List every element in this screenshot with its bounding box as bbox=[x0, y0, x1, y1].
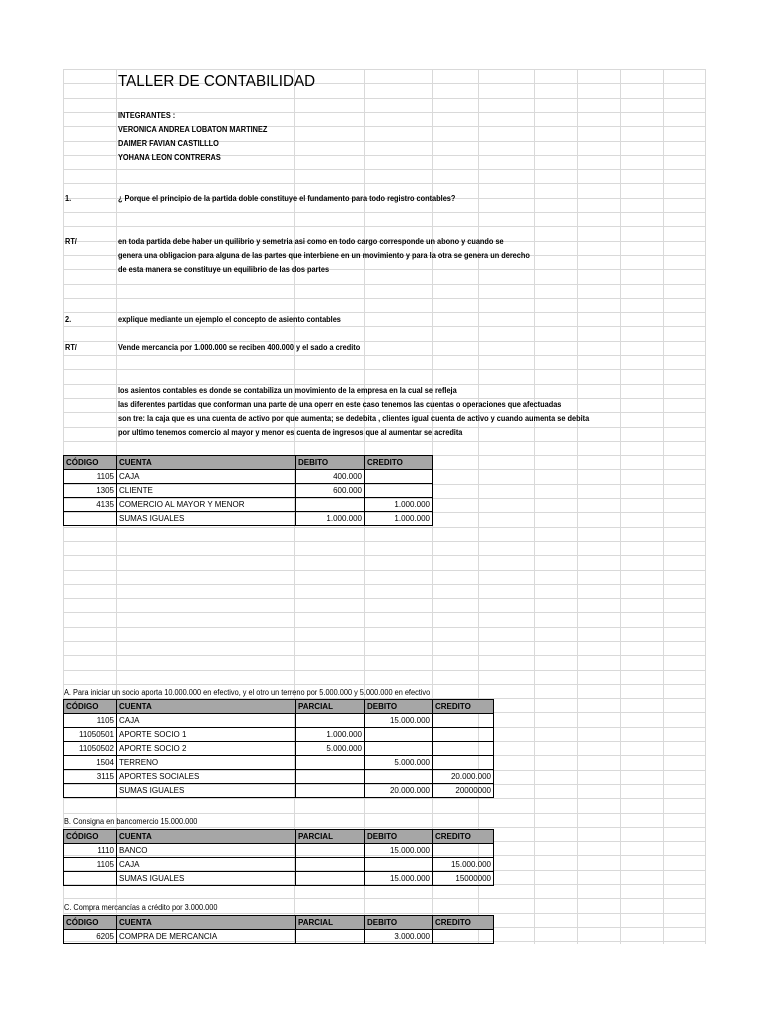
grid-row-line bbox=[63, 183, 705, 184]
header-cell: CÓDIGO bbox=[64, 830, 117, 844]
credit-cell: 15.000.000 bbox=[433, 858, 494, 872]
partial-cell bbox=[296, 872, 365, 886]
debit-cell bbox=[365, 742, 433, 756]
header-cell: CREDITO bbox=[433, 700, 494, 714]
member-name: YOHANA LEON CONTRERAS bbox=[118, 153, 221, 162]
debit-cell: 5.000.000 bbox=[365, 756, 433, 770]
code-cell: 1105 bbox=[64, 858, 117, 872]
answer-label: RT/ bbox=[65, 343, 77, 352]
grid-row-line bbox=[63, 341, 705, 342]
table-row bbox=[64, 858, 494, 872]
table-row bbox=[64, 484, 433, 498]
grid-row-line bbox=[63, 326, 705, 327]
header-cell: CUENTA bbox=[117, 830, 296, 844]
account-cell: COMPRA DE MERCANCIA bbox=[117, 930, 296, 944]
journal-entry-table bbox=[63, 455, 433, 526]
header-cell: CÓDIGO bbox=[64, 916, 117, 930]
debit-cell: 600.000 bbox=[296, 484, 365, 498]
account-cell: SUMAS IGUALES bbox=[117, 512, 296, 526]
code-cell: 1305 bbox=[64, 484, 117, 498]
table-row bbox=[64, 770, 494, 784]
header-cell: DEBITO bbox=[296, 456, 365, 470]
section-caption: A. Para iniciar un socio aporta 10.000.000 en efectivo, y el otro un terreno por 5.000.000 y 5.000.000 en efectivo bbox=[64, 688, 431, 697]
debit-cell bbox=[365, 728, 433, 742]
question-text: explique mediante un ejemplo el concepto de asiento contables bbox=[118, 315, 341, 324]
partial-cell: 5.000.000 bbox=[296, 742, 365, 756]
grid-row-line bbox=[63, 913, 705, 914]
account-cell: CAJA bbox=[117, 858, 296, 872]
code-cell: 1504 bbox=[64, 756, 117, 770]
debit-cell bbox=[365, 770, 433, 784]
grid-row-line bbox=[63, 69, 705, 70]
grid-row-line bbox=[63, 98, 705, 99]
code-cell: 1110 bbox=[64, 844, 117, 858]
header-cell: PARCIAL bbox=[296, 916, 365, 930]
code-cell: 6205 bbox=[64, 930, 117, 944]
debit-cell: 1.000.000 bbox=[296, 512, 365, 526]
table-row bbox=[64, 872, 494, 886]
account-cell: SUMAS IGUALES bbox=[117, 872, 296, 886]
account-cell: SUMAS IGUALES bbox=[117, 784, 296, 798]
table-row bbox=[64, 930, 494, 944]
table-row bbox=[64, 844, 494, 858]
table-row bbox=[64, 498, 433, 512]
grid-row-line bbox=[63, 412, 705, 413]
account-cell: APORTES SOCIALES bbox=[117, 770, 296, 784]
code-cell: 11050502 bbox=[64, 742, 117, 756]
grid-row-line bbox=[63, 584, 705, 585]
header-cell: CREDITO bbox=[433, 916, 494, 930]
grid-row-line bbox=[63, 898, 705, 899]
partial-cell: 1.000.000 bbox=[296, 728, 365, 742]
code-cell: 1105 bbox=[64, 714, 117, 728]
code-cell bbox=[64, 784, 117, 798]
table-row bbox=[64, 470, 433, 484]
credit-cell bbox=[433, 728, 494, 742]
account-cell: COMERCIO AL MAYOR Y MENOR bbox=[117, 498, 296, 512]
credit-cell bbox=[433, 844, 494, 858]
debit-cell bbox=[365, 858, 433, 872]
header-cell: PARCIAL bbox=[296, 830, 365, 844]
header-cell: DEBITO bbox=[365, 700, 433, 714]
header-cell: CÓDIGO bbox=[64, 700, 117, 714]
explanation-line: son tre: la caja que es una cuenta de activo por que aumenta; se dedebita , clientes igual cuenta de activo y cuando aumenta se debita bbox=[118, 414, 590, 423]
header-cell: DEBITO bbox=[365, 830, 433, 844]
grid-row-line bbox=[63, 541, 705, 542]
header-cell: CREDITO bbox=[365, 456, 433, 470]
debit-cell: 3.000.000 bbox=[365, 930, 433, 944]
credit-cell: 15000000 bbox=[433, 872, 494, 886]
debit-cell: 15.000.000 bbox=[365, 714, 433, 728]
partial-cell bbox=[296, 858, 365, 872]
grid-row-line bbox=[63, 555, 705, 556]
grid-row-line bbox=[63, 827, 705, 828]
debit-cell bbox=[296, 498, 365, 512]
account-cell: CAJA bbox=[117, 470, 296, 484]
grid-row-line bbox=[63, 641, 705, 642]
section-caption: B. Consigna en bancomercio 15.000.000 bbox=[64, 817, 198, 826]
table-header-row bbox=[64, 916, 494, 930]
grid-row-line bbox=[63, 612, 705, 613]
table-header-row bbox=[64, 700, 494, 714]
grid-row-line bbox=[63, 284, 705, 285]
debit-cell: 15.000.000 bbox=[365, 872, 433, 886]
answer-text: Vende mercancia por 1.000.000 se reciben 400.000 y el sado a credito bbox=[118, 343, 361, 352]
explanation-line: por ultimo tenemos comercio al mayor y menor es cuenta de ingresos que al aumentar se acredita bbox=[118, 428, 463, 437]
section-caption: C. Compra mercancías a crédito por 3.000.000 bbox=[64, 903, 218, 912]
answer-line: genera una obligacion para alguna de las partes que interbiene en un movimiento y para la otra se genera un derecho bbox=[118, 251, 530, 260]
grid-row-line bbox=[63, 570, 705, 571]
code-cell bbox=[64, 872, 117, 886]
table-header-row bbox=[64, 456, 433, 470]
credit-cell: 1.000.000 bbox=[365, 498, 433, 512]
table-row bbox=[64, 728, 494, 742]
credit-cell: 1.000.000 bbox=[365, 512, 433, 526]
answer-line: de esta manera se constituye un equilibrio de las dos partes bbox=[118, 265, 330, 274]
code-cell: 3115 bbox=[64, 770, 117, 784]
grid-column-line bbox=[705, 69, 706, 944]
grid-row-line bbox=[63, 384, 705, 385]
table-row bbox=[64, 756, 494, 770]
answer-label: RT/ bbox=[65, 237, 77, 246]
partial-cell bbox=[296, 770, 365, 784]
grid-row-line bbox=[63, 598, 705, 599]
debit-cell: 15.000.000 bbox=[365, 844, 433, 858]
account-cell: APORTE SOCIO 1 bbox=[117, 728, 296, 742]
question-text: ¿ Porque el principio de la partida doble constituye el fundamento para todo registro contables? bbox=[118, 194, 456, 203]
partial-cell bbox=[296, 784, 365, 798]
header-cell: CUENTA bbox=[117, 916, 296, 930]
code-cell: 11050501 bbox=[64, 728, 117, 742]
member-name: VERONICA ANDREA LOBATON MARTINEZ bbox=[118, 125, 268, 134]
grid-row-line bbox=[63, 527, 705, 528]
credit-cell: 20000000 bbox=[433, 784, 494, 798]
grid-row-line bbox=[63, 212, 705, 213]
header-cell: CREDITO bbox=[433, 830, 494, 844]
question-number: 1. bbox=[65, 194, 72, 203]
credit-cell bbox=[433, 930, 494, 944]
table-row bbox=[64, 784, 494, 798]
account-cell: BANCO bbox=[117, 844, 296, 858]
credit-cell bbox=[433, 756, 494, 770]
credit-cell bbox=[433, 714, 494, 728]
explanation-line: los asientos contables es donde se contabiliza un movimiento de la empresa en la cual se refleja bbox=[118, 386, 457, 395]
grid-row-line bbox=[63, 684, 705, 685]
grid-row-line bbox=[63, 298, 705, 299]
credit-cell bbox=[433, 742, 494, 756]
table-row bbox=[64, 714, 494, 728]
account-cell: CLIENTE bbox=[117, 484, 296, 498]
grid-row-line bbox=[63, 226, 705, 227]
account-cell: CAJA bbox=[117, 714, 296, 728]
table-row bbox=[64, 742, 494, 756]
grid-row-line bbox=[63, 627, 705, 628]
debit-cell: 400.000 bbox=[296, 470, 365, 484]
grid-row-line bbox=[63, 798, 705, 799]
header-cell: CUENTA bbox=[117, 700, 296, 714]
grid-row-line bbox=[63, 312, 705, 313]
partial-cell bbox=[296, 714, 365, 728]
header-cell: DEBITO bbox=[365, 916, 433, 930]
question-number: 2. bbox=[65, 315, 72, 324]
credit-cell bbox=[365, 484, 433, 498]
account-cell: TERRENO bbox=[117, 756, 296, 770]
grid-row-line bbox=[63, 655, 705, 656]
credit-cell bbox=[365, 470, 433, 484]
section-c-table bbox=[63, 915, 494, 944]
debit-cell: 20.000.000 bbox=[365, 784, 433, 798]
grid-row-line bbox=[63, 398, 705, 399]
header-cell: CUENTA bbox=[117, 456, 296, 470]
section-a-table bbox=[63, 699, 494, 798]
section-b-table bbox=[63, 829, 494, 886]
header-cell: PARCIAL bbox=[296, 700, 365, 714]
member-name: DAIMER FAVIAN CASTILLLO bbox=[118, 139, 219, 148]
credit-cell: 20.000.000 bbox=[433, 770, 494, 784]
table-row bbox=[64, 512, 433, 526]
partial-cell bbox=[296, 756, 365, 770]
grid-row-line bbox=[63, 813, 705, 814]
code-cell bbox=[64, 512, 117, 526]
code-cell: 1105 bbox=[64, 470, 117, 484]
page-title: TALLER DE CONTABILIDAD bbox=[118, 73, 316, 90]
header-cell: CÓDIGO bbox=[64, 456, 117, 470]
grid-row-line bbox=[63, 670, 705, 671]
account-cell: APORTE SOCIO 2 bbox=[117, 742, 296, 756]
integrantes-label: INTEGRANTES : bbox=[118, 111, 176, 120]
grid-row-line bbox=[63, 355, 705, 356]
grid-row-line bbox=[63, 369, 705, 370]
grid-row-line bbox=[63, 441, 705, 442]
partial-cell bbox=[296, 930, 365, 944]
partial-cell bbox=[296, 844, 365, 858]
answer-line: en toda partida debe haber un quilibrio y semetria asi como en todo cargo corresponde un abono y cuando se bbox=[118, 237, 504, 246]
code-cell: 4135 bbox=[64, 498, 117, 512]
grid-row-line bbox=[63, 169, 705, 170]
table-header-row bbox=[64, 830, 494, 844]
explanation-line: las diferentes partidas que conforman una parte de una operr en este caso tenemos las cuentas o operaciones que afectuadas bbox=[118, 400, 562, 409]
